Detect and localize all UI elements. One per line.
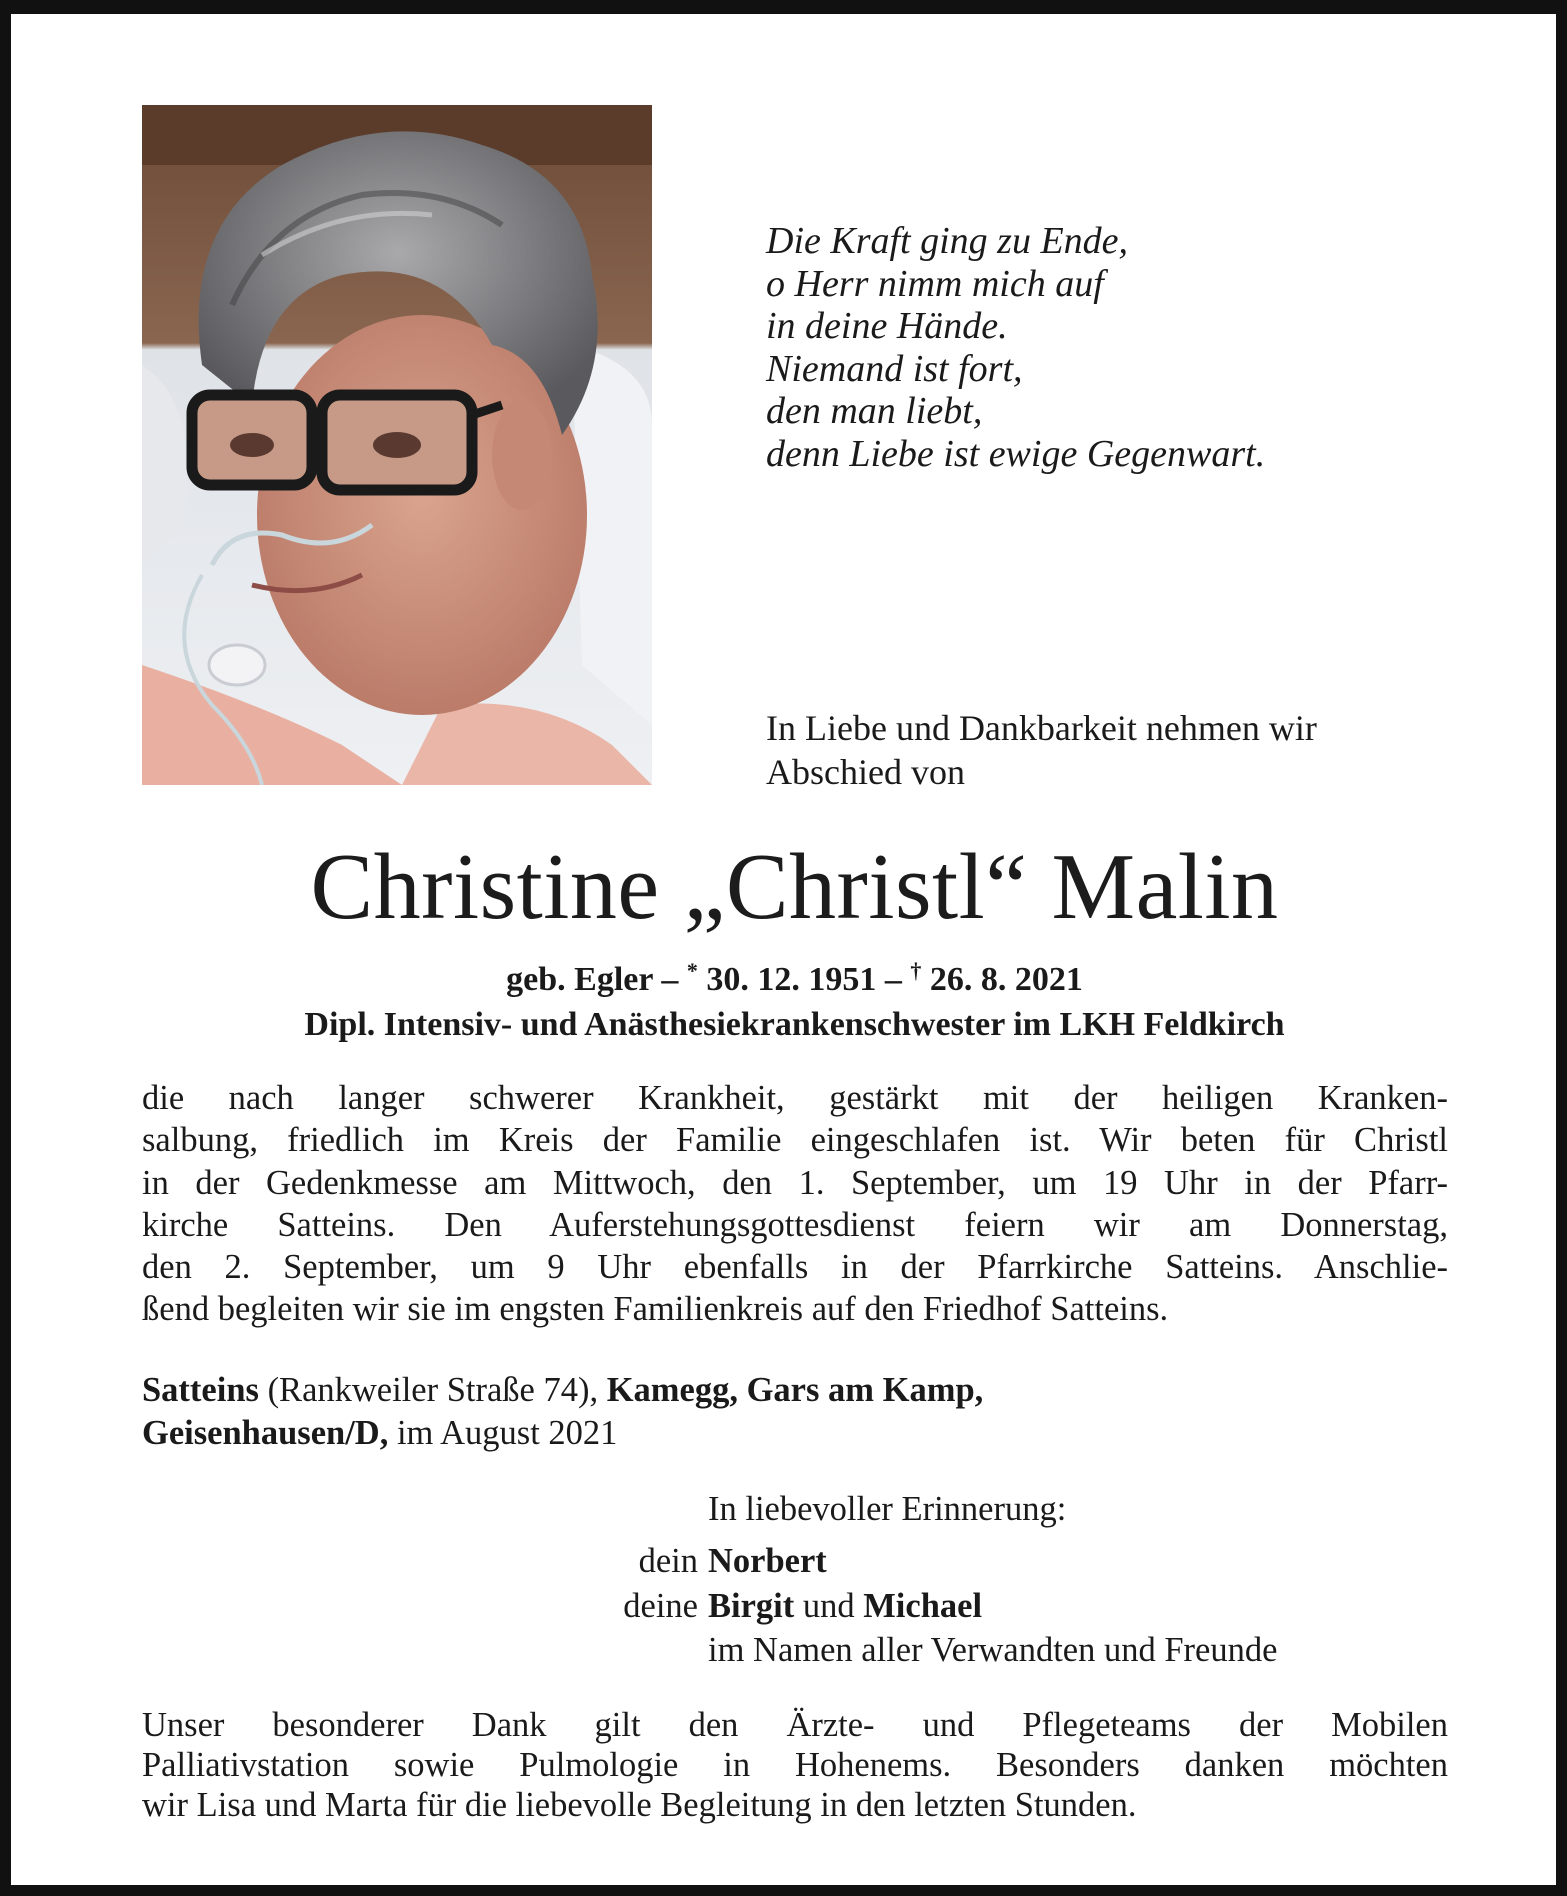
signer-name: Michael (863, 1586, 983, 1625)
dash: – (876, 961, 911, 998)
verse-line: den man liebt, (766, 390, 983, 432)
body-line: den 2. September, um 9 Uhr ebenfalls in der Pfarrkirche Satteins. Anschlie- (142, 1248, 1448, 1287)
town: Geisenhausen/D, (142, 1413, 389, 1452)
body-line: die nach langer schwerer Krankheit, gestärkt mit der heiligen Kranken- (142, 1079, 1448, 1117)
body-line: in der Gedenkmesse am Mittwoch, den 1. September, um 19 Uhr in der Pfarr- (142, 1163, 1448, 1202)
profession: Dipl. Intensiv- und Anästhesiekrankenschwester im LKH Feldkirch (304, 1006, 1285, 1043)
verse-line: in deine Hände. (766, 305, 1008, 347)
birth-mark: * (686, 958, 698, 983)
towns: Kamegg, Gars am Kamp, (606, 1371, 984, 1409)
portrait-photo (142, 105, 652, 785)
signer-prefix: deine (623, 1586, 698, 1625)
address: (Rankweiler Straße 74), (258, 1371, 607, 1409)
intro-line: In Liebe und Dankbarkeit nehmen wir (766, 708, 1317, 748)
birth-date: 30. 12. 1951 (697, 961, 877, 998)
body-line: salbung, friedlich im Kreis der Familie eingeschlafen ist. Wir beten für Christl (142, 1121, 1448, 1160)
signer-row (11, 1628, 1567, 1673)
verse-line: Die Kraft ging zu Ende, (766, 220, 1129, 262)
thanks-line: wir Lisa und Marta für die liebevolle Begleitung in den letzten Stunden. (142, 1786, 1137, 1824)
portrait-illustration (142, 105, 652, 785)
signer-connector: und (794, 1586, 864, 1625)
death-date: 26. 8. 2021 (921, 961, 1083, 998)
town: Satteins (142, 1371, 259, 1409)
deceased-name: Christine „Christl“ Malin (310, 835, 1279, 939)
thanks-line: Palliativstation sowie Pulmologie in Hohenems. Besonders danken möchten (142, 1746, 1448, 1784)
verse-line: o Herr nimm mich auf (766, 262, 1104, 305)
signer-row (11, 1584, 1567, 1629)
memorial-verse (766, 220, 1265, 475)
place-and-date (142, 1369, 1448, 1454)
life-dates (11, 959, 1567, 1001)
signer-name: Norbert (708, 1542, 827, 1580)
signers (11, 1539, 1567, 1673)
body-line: kirche Satteins. Den Auferstehungsgottesdienst feiern wir am Donnerstag, (142, 1205, 1448, 1244)
verse-line: denn Liebe ist ewige Gegenwart. (766, 432, 1266, 475)
signer-row (11, 1539, 1567, 1584)
dash: – (652, 961, 687, 998)
signers-tail: im Namen aller Verwandten und Freunde (708, 1631, 1278, 1669)
date: im August 2021 (388, 1413, 618, 1452)
intro-line: Abschied von (766, 752, 965, 792)
thanks-line: Unser besonderer Dank gilt den Ärzte- und Pflegeteams der Mobilen (142, 1706, 1448, 1744)
body-line: ßend begleiten wir sie im engsten Familienkreis auf den Friedhof Satteins. (142, 1290, 1169, 1329)
verse-line: Niemand ist fort, (766, 347, 1023, 390)
signer-prefix: dein (638, 1542, 698, 1580)
announcement-body (142, 1077, 1448, 1331)
memory-heading: In liebevoller Erinnerung: (708, 1490, 1067, 1528)
farewell-intro (766, 706, 1456, 794)
death-mark: † (910, 958, 922, 983)
signer-name: Birgit (708, 1586, 795, 1625)
thanks-paragraph (142, 1705, 1448, 1825)
maiden-name: geb. Egler (506, 961, 653, 998)
